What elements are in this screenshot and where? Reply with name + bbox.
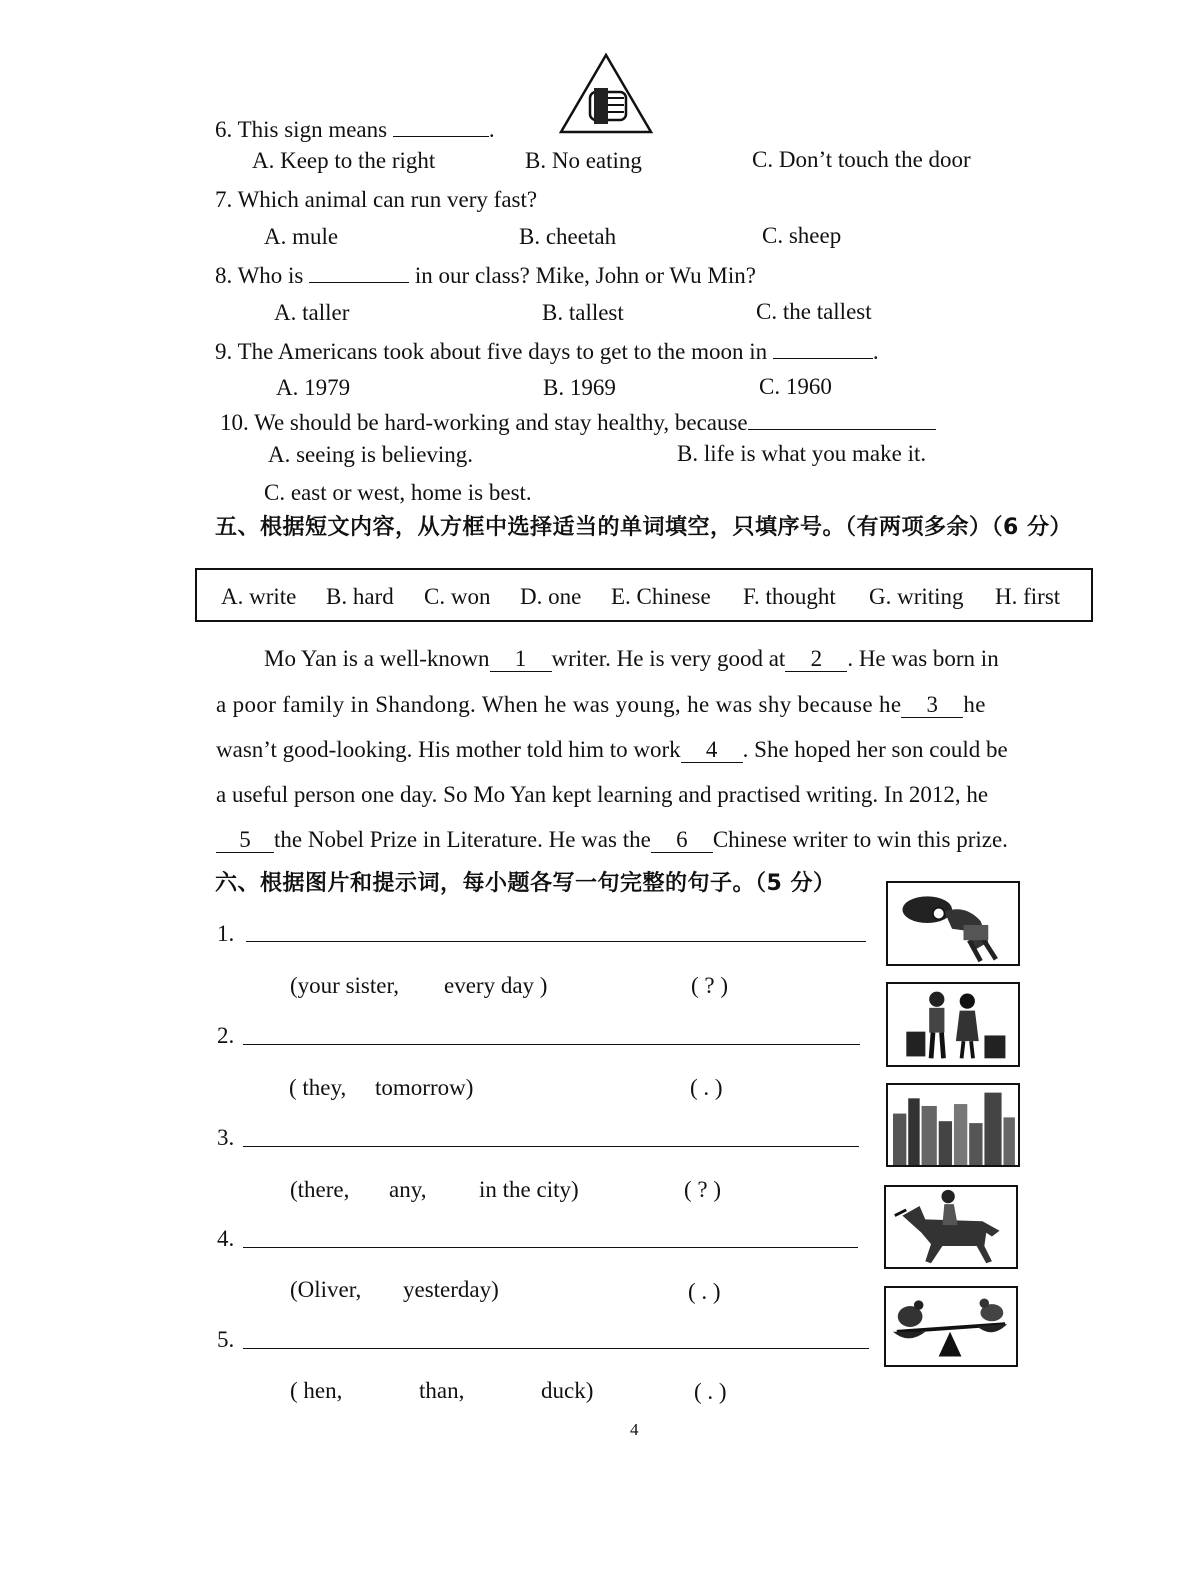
fill-blank-4[interactable]: 4 [681,738,743,763]
item-3-number: 3. [217,1125,235,1150]
item-1-hint: (your sister, [290,973,399,998]
option-7c: C. sheep [762,223,842,248]
option-10b: B. life is what you make it. [677,441,927,466]
item-4-hint: yesterday) [403,1277,499,1302]
fill-blank-3[interactable]: 3 [901,693,963,718]
option-10c: C. east or west, home is best. [264,480,532,505]
question-9 [215,336,879,366]
fill-blank-2[interactable]: 2 [785,647,847,672]
scale-hen-duck-picture [884,1286,1018,1367]
question-10-stem: 10. We should be hard-working and stay healthy, because [220,410,748,435]
fill-blank-5[interactable]: 5 [216,828,274,853]
section-6-heading: 六、根据图片和提示词，每小题各写一句完整的句子。（5 分） [215,871,836,896]
question-10 [220,407,936,437]
passage-text: Chinese writer to win this prize. [712,827,1008,852]
option-6a: A. Keep to the right [252,148,436,173]
item-2-hint: tomorrow) [375,1075,474,1100]
item-2-punctuation: ( . ) [690,1075,723,1100]
section-5-heading: 五、根据短文内容，从方框中选择适当的单词填空，只填序号。（有两项多余）（6 分） [215,515,1072,540]
horse-riding-picture [884,1185,1018,1269]
passage-text: wasn’t good-looking. His mother told him to work [216,737,681,762]
item-3-hint: (there, [290,1177,350,1202]
item-2-hint: ( they, [289,1075,347,1100]
item-4-number: 4. [217,1226,235,1251]
answer-blank[interactable] [393,114,489,137]
item-5-hint: duck) [541,1378,594,1403]
question-6 [215,114,495,144]
option-7a: A. mule [264,224,339,249]
word-option: C. won [424,584,491,609]
answer-blank[interactable] [773,336,873,359]
passage-text: he [963,692,986,717]
question-7-stem: 7. Which animal can run very fast? [215,187,538,212]
item-1-punctuation: ( ? ) [691,973,729,998]
item-2-answer-line[interactable] [243,1044,860,1045]
option-8a: A. taller [274,300,350,325]
option-8c: C. the tallest [756,299,872,324]
answer-blank[interactable] [748,407,936,430]
item-1-hint: every day ) [444,973,548,998]
item-4-punctuation: ( . ) [688,1279,721,1304]
passage-text: a poor family in Shandong. When he was young, he was shy because he [216,692,902,717]
word-option: E. Chinese [611,584,711,609]
exercise-picture [886,881,1020,966]
passage-text: writer. He is very good at [551,646,786,671]
fill-blank-1[interactable]: 1 [490,647,552,672]
passage-text: the Nobel Prize in Literature. He was the [274,827,651,852]
item-5-number: 5. [217,1327,235,1352]
travellers-picture [886,982,1020,1067]
item-1-answer-line[interactable] [246,941,866,942]
item-2-number: 2. [217,1023,235,1048]
option-9c: C. 1960 [759,374,832,399]
word-option: B. hard [326,584,394,609]
item-3-hint: any, [389,1177,427,1202]
question-8 [215,260,756,290]
city-buildings-picture [886,1083,1020,1167]
question-6-stem-end: . [488,117,495,142]
answer-blank[interactable] [309,260,409,283]
question-8-stem: 8. Who is [215,263,304,288]
word-bank-box [195,568,1093,622]
word-option: G. writing [869,584,964,609]
passage-text: . She hoped her son could be [742,737,1008,762]
option-7b: B. cheetah [519,224,617,249]
word-option: A. write [221,584,297,609]
item-5-hint: than, [419,1378,465,1403]
item-5-punctuation: ( . ) [694,1379,727,1404]
option-8b: B. tallest [542,300,624,325]
passage-line-1 [264,645,999,673]
item-3-answer-line[interactable] [243,1146,859,1147]
word-option: H. first [995,584,1061,609]
item-5-answer-line[interactable] [243,1348,869,1349]
passage-text: . He was born in [847,646,999,671]
item-5-hint: ( hen, [290,1378,343,1403]
option-9b: B. 1969 [543,375,616,400]
option-6b: B. No eating [525,148,642,173]
item-3-punctuation: ( ? ) [684,1177,722,1202]
fill-blank-6[interactable]: 6 [651,828,713,853]
hand-sign-icon [558,52,654,136]
item-4-answer-line[interactable] [243,1247,858,1248]
option-6c: C. Don’t touch the door [752,147,971,172]
passage-line-3 [216,736,1008,764]
passage-line-5 [216,826,1008,854]
question-8-stem-end: in our class? Mike, John or Wu Min? [414,263,756,288]
item-4-hint: (Oliver, [290,1277,362,1302]
question-9-stem: 9. The Americans took about five days to get to the moon in [215,339,768,364]
page-number: 4 [630,1420,639,1439]
question-6-stem: 6. This sign means [215,117,388,142]
passage-line-4: a useful person one day. So Mo Yan kept learning and practised writing. In 2012, he [216,782,989,807]
word-option: F. thought [743,584,836,609]
passage-text: Mo Yan is a well-known [264,646,490,671]
item-1-number: 1. [217,921,235,946]
option-9a: A. 1979 [276,375,351,400]
passage-line-2 [216,691,986,719]
question-9-stem-end: . [872,339,879,364]
word-option: D. one [520,584,582,609]
option-10a: A. seeing is believing. [268,442,474,467]
item-3-hint: in the city) [479,1177,579,1202]
